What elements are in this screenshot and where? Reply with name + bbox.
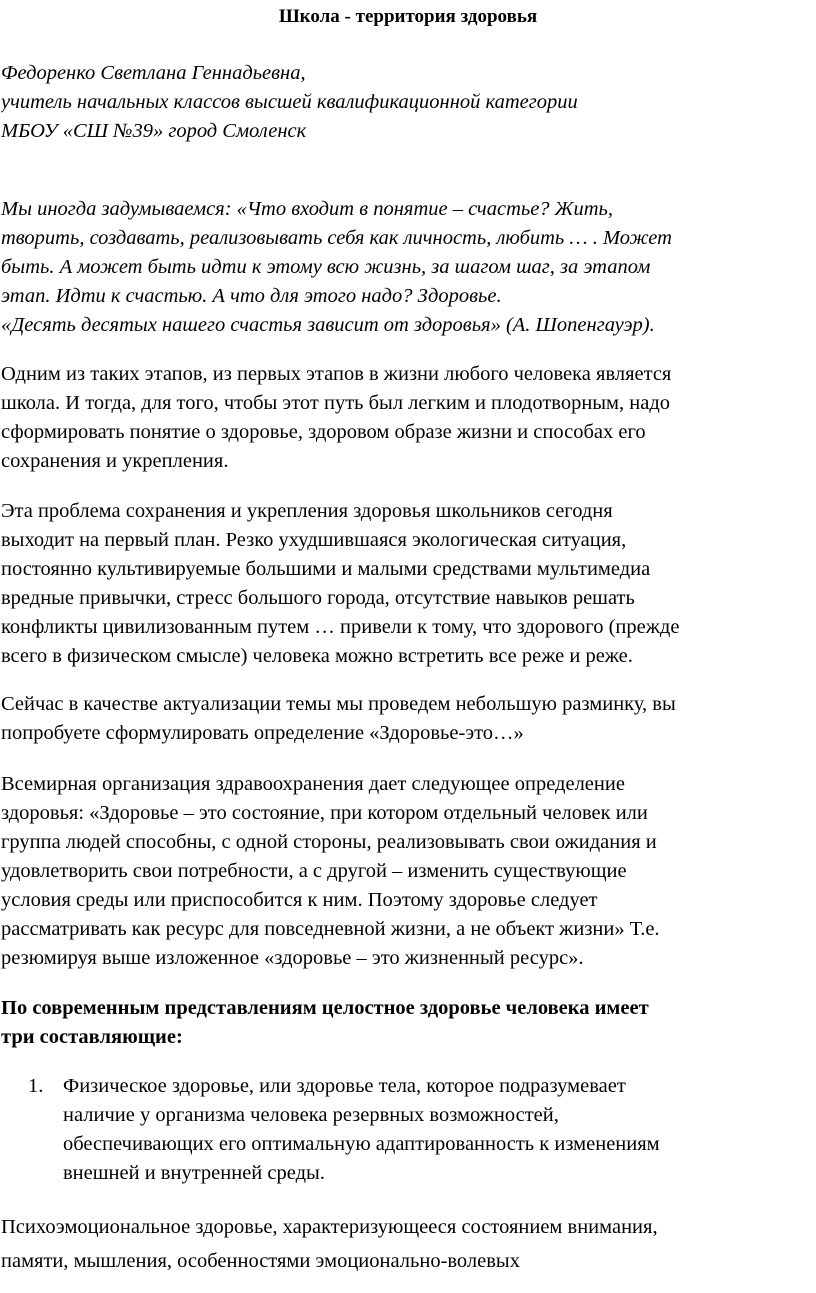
text-line: рассматривать как ресурс для повседневной жизни, а не объект жизни» Т.е. [1, 918, 660, 940]
author-school: МБОУ «СШ №39» город Смоленск [1, 120, 307, 142]
paragraph-who-definition [1, 770, 813, 973]
list-item-number: 1. [28, 1075, 44, 1097]
text-line: выходит на первый план. Резко ухудшившаяся экологическая ситуация, [1, 529, 627, 551]
author-block [1, 59, 813, 146]
text-line: попробуете сформулировать определение «Здоровье-это…» [1, 722, 524, 744]
author-name: Федоренко Светлана Геннадьевна, [1, 62, 306, 84]
text-line: этап. Идти к счастью. А что для этого надо? Здоровье. [1, 285, 502, 307]
text-line: Одним из таких этапов, из первых этапов в жизни любого человека является [1, 363, 672, 385]
heading-line: три составляющие: [1, 1026, 183, 1048]
list-item-line: наличие у организма человека резервных возможностей, [63, 1104, 559, 1126]
text-line: Всемирная организация здравоохранения дает следующее определение [1, 773, 625, 795]
section-heading [1, 994, 813, 1052]
text-line: здоровья: «Здоровье – это состояние, при котором отдельный человек или [1, 802, 648, 824]
text-line: Психоэмоциональное здоровье, характеризующееся состоянием внимания, [1, 1216, 658, 1238]
text-line: памяти, мышления, особенностями эмоционально-волевых [1, 1250, 520, 1272]
text-line: сохранения и укрепления. [1, 450, 229, 472]
list-item [63, 1072, 813, 1188]
intro-quote [1, 195, 813, 340]
list-item-line: обеспечивающих его оптимальную адаптированность к изменениям [63, 1133, 660, 1155]
text-line: всего в физическом смысле) человека можно встретить все реже и реже. [1, 645, 633, 667]
text-line: творить, создавать, реализовывать себя как личность, любить … . Может [1, 227, 672, 249]
list-item-line: внешней и внутренней среды. [63, 1162, 325, 1184]
text-line: условия среды или приспособится к ним. Поэтому здоровье следует [1, 889, 598, 911]
text-line: Сейчас в качестве актуализации темы мы проведем небольшую разминку, вы [1, 693, 676, 715]
text-line: быть. А может быть идти к этому всю жизнь, за шагом шаг, за этапом [1, 256, 651, 278]
paragraph-warmup [1, 690, 813, 748]
heading-line: По современным представлениям целостное здоровье человека имеет [1, 997, 649, 1019]
text-line: группа людей способны, с одной стороны, реализовывать свои ожидания и [1, 831, 657, 853]
author-position: учитель начальных классов высшей квалификационной категории [1, 91, 578, 113]
text-line: школа. И тогда, для того, чтобы этот путь был легким и плодотворным, надо [1, 392, 671, 414]
text-line: сформировать понятие о здоровье, здоровом образе жизни и способах его [1, 421, 646, 443]
list-item-line: Физическое здоровье, или здоровье тела, которое подразумевает [63, 1075, 626, 1097]
text-line: постоянно культивируемые большими и малыми средствами мультимедиа [1, 558, 651, 580]
text-line: Мы иногда задумываемся: «Что входит в понятие – счастье? Жить, [1, 198, 613, 220]
text-line: удовлетворить свои потребности, а с другой – изменить существующие [1, 860, 627, 882]
document-title: Школа - территория здоровья [278, 6, 538, 27]
text-line: резюмируя выше изложенное «здоровье – это жизненный ресурс». [1, 947, 584, 969]
text-line: Эта проблема сохранения и укрепления здоровья школьников сегодня [1, 500, 613, 522]
paragraph-school-stage [1, 360, 813, 476]
text-line: «Десять десятых нашего счастья зависит от здоровья» (А. Шопенгауэр). [1, 314, 655, 336]
paragraph-psycho-emotional [1, 1210, 813, 1278]
text-line: конфликты цивилизованным путем … привели к тому, что здорового (прежде [1, 616, 680, 638]
text-line: вредные привычки, стресс большого города, отсутствие навыков решать [1, 587, 635, 609]
paragraph-health-problem [1, 497, 813, 671]
